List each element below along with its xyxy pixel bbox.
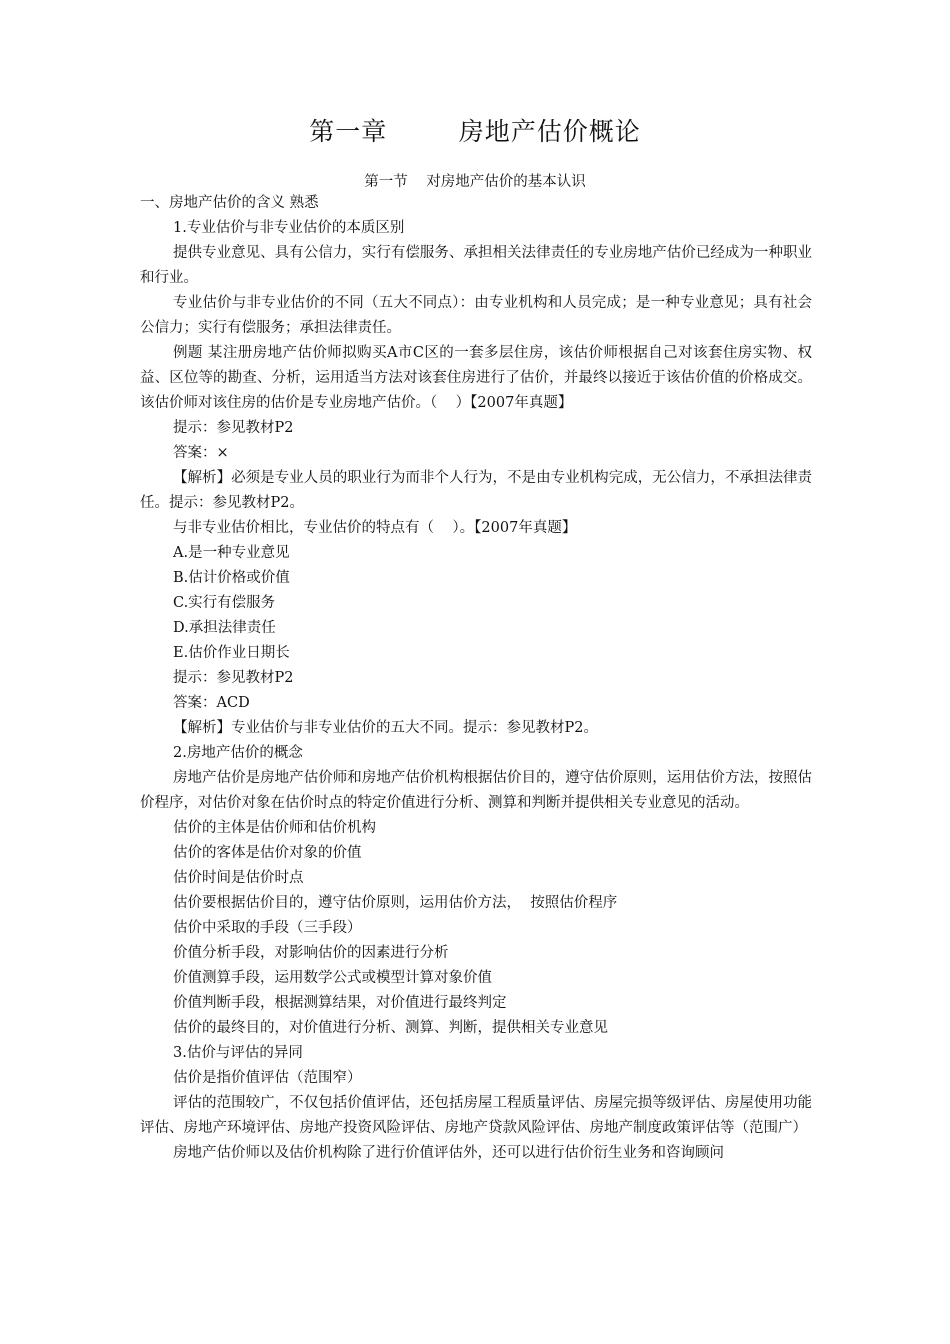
chapter-title: 第一章 房地产估价概论 bbox=[309, 117, 641, 146]
paragraph: 估价的主体是估价师和估价机构 bbox=[173, 820, 376, 836]
paragraph: 2.房地产估价的概念 bbox=[173, 745, 303, 761]
paragraph: 答案：× bbox=[173, 445, 229, 461]
paragraph: 1.专业估价与非专业估价的本质区别 bbox=[173, 220, 405, 236]
paragraph: C.实行有偿服务 bbox=[173, 595, 276, 611]
paragraph: 【解析】专业估价与非专业估价的五大不同。提示：参见教材P2。 bbox=[173, 720, 598, 736]
section-title: 第一节 对房地产估价的基本认识 bbox=[364, 174, 586, 190]
paragraph: 价值判断手段，根据测算结果，对价值进行最终判定 bbox=[173, 995, 507, 1011]
paragraph: 价值测算手段，运用数学公式或模型计算对象价值 bbox=[173, 970, 492, 986]
paragraph: 与非专业估价相比，专业估价的特点有（ ）。【2007年真题】 bbox=[173, 520, 577, 536]
paragraph: 估价是指价值评估（范围窄） bbox=[173, 1070, 362, 1086]
paragraph: 房地产估价师以及估价机构除了进行价值评估外，还可以进行估价衍生业务和咨询顾问 bbox=[173, 1145, 724, 1161]
paragraph: D.承担法律责任 bbox=[173, 620, 276, 636]
paragraph: 评估的范围较广，不仅包括价值评估，还包括房屋工程质量评估、房屋完损等级评估、房屋使用功能评估、房地产环境评估、房地产投资风险评估、房地产贷款风险评估、房地产制度政策评估等（范围广） bbox=[140, 1095, 812, 1136]
paragraph: 估价时间是估价时点 bbox=[173, 870, 304, 886]
paragraph: 估价要根据估价目的，遵守估价原则，运用估价方法， 按照估价程序 bbox=[173, 895, 618, 911]
paragraph: 3.估价与评估的异同 bbox=[173, 1045, 303, 1061]
paragraph: A.是一种专业意见 bbox=[173, 545, 290, 561]
paragraph: 提供专业意见、具有公信力，实行有偿服务、承担相关法律责任的专业房地产估价已经成为一种职业和行业。 bbox=[140, 245, 812, 286]
paragraph: 价值分析手段，对影响估价的因素进行分析 bbox=[173, 945, 449, 961]
paragraph: 房地产估价是房地产估价师和房地产估价机构根据估价目的，遵守估价原则，运用估价方法，按照估价程序，对估价对象在估价时点的特定价值进行分析、测算和判断并提供相关专业意见的活动。 bbox=[140, 770, 812, 811]
paragraph: E.估价作业日期长 bbox=[173, 645, 290, 661]
paragraph: 提示：参见教材P2 bbox=[173, 670, 294, 686]
paragraph: 答案：ACD bbox=[173, 695, 250, 711]
paragraph: 估价中采取的手段（三手段） bbox=[173, 920, 362, 936]
paragraph: 【解析】必须是专业人员的职业行为而非个人行为，不是由专业机构完成，无公信力，不承担法律责任。提示：参见教材P2。 bbox=[140, 470, 812, 511]
document-body bbox=[140, 191, 812, 1166]
paragraph: 专业估价与非专业估价的不同（五大不同点）：由专业机构和人员完成；是一种专业意见；具有社会公信力；实行有偿服务；承担法律责任。 bbox=[140, 295, 812, 336]
paragraph: 估价的客体是估价对象的价值 bbox=[173, 845, 362, 861]
paragraph: 估价的最终目的，对价值进行分析、测算、判断，提供相关专业意见 bbox=[173, 1020, 608, 1036]
paragraph: 提示：参见教材P2 bbox=[173, 420, 294, 436]
paragraph: 一、房地产估价的含义 熟悉 bbox=[140, 195, 319, 211]
paragraph: B.估计价格或价值 bbox=[173, 570, 290, 586]
paragraph: 例题 某注册房地产估价师拟购买A市C区的一套多层住房，该估价师根据自己对该套住房实物、权益、区位等的勘查、分析，运用适当方法对该套住房进行了估价，并最终以接近于该估价值的价格成交。该估价师对该住房的估价是专业房地产估价。（ ）【2007年真题】 bbox=[140, 345, 812, 411]
